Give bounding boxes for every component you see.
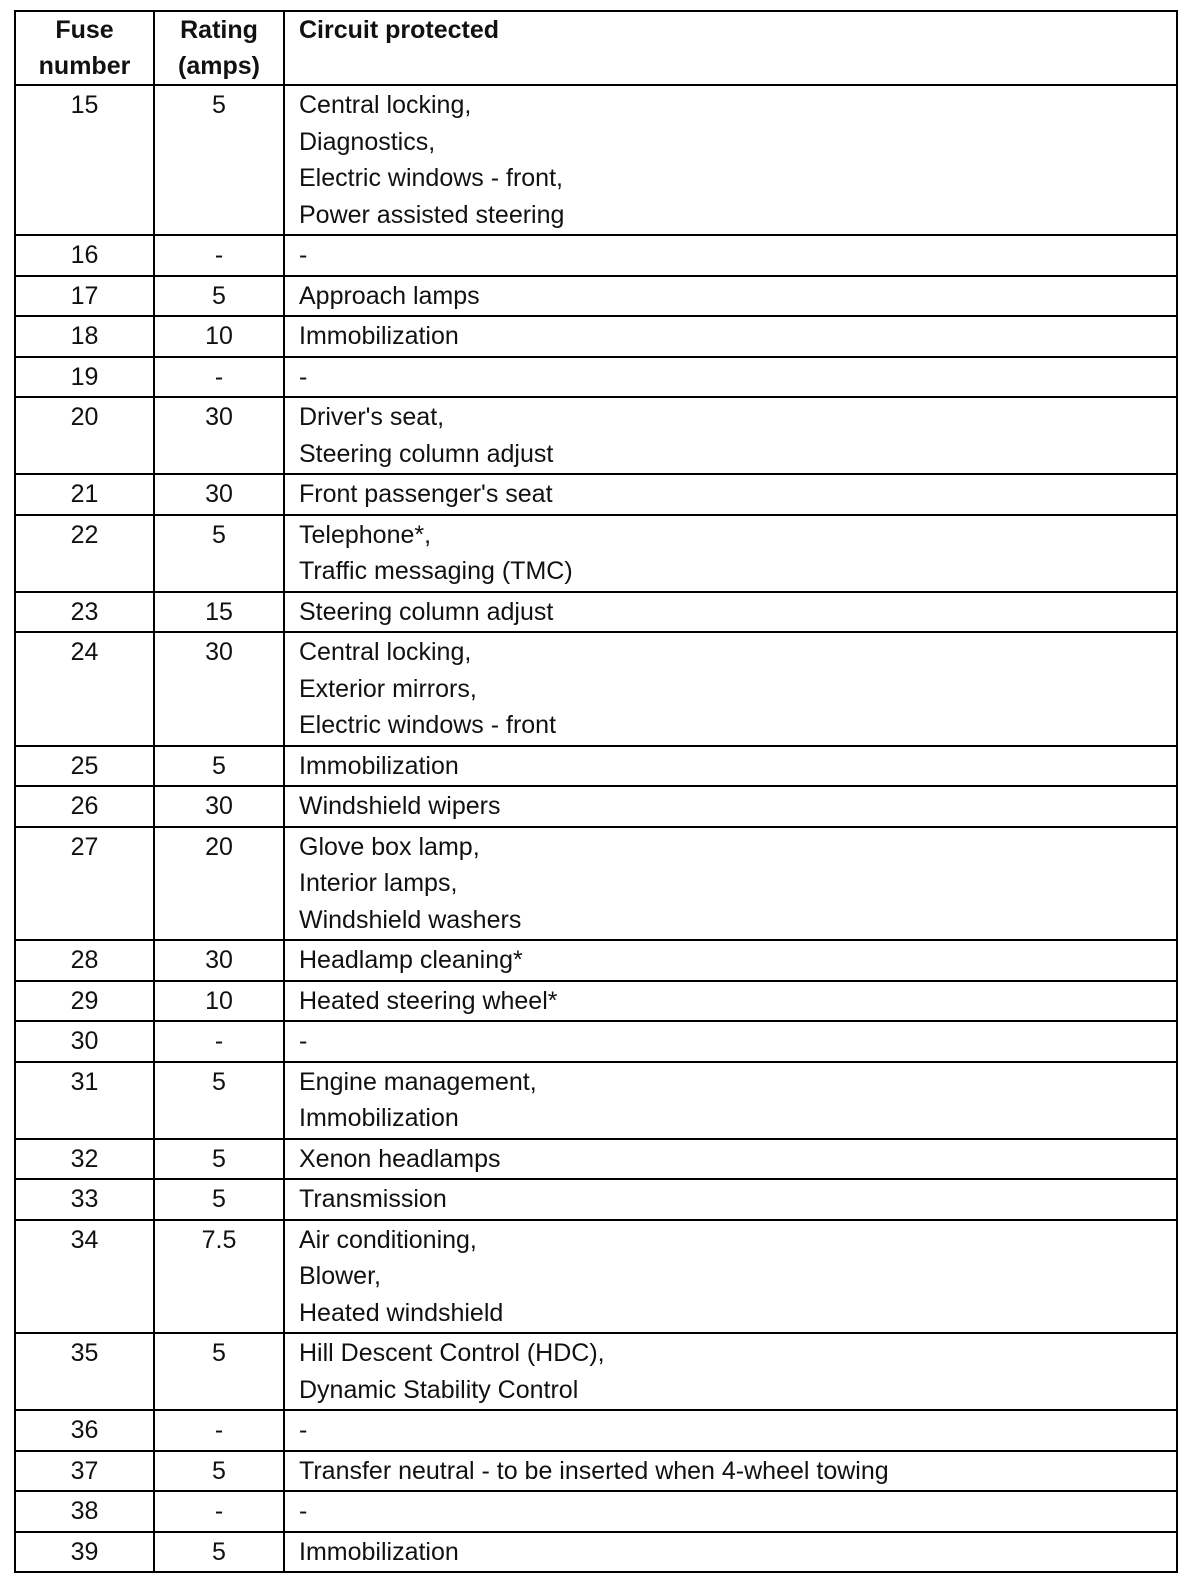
fuse-number-cell: 21 bbox=[15, 474, 154, 515]
rating-cell: 10 bbox=[154, 981, 284, 1022]
fuse-number-cell: 34 bbox=[15, 1220, 154, 1334]
circuit-cell bbox=[284, 515, 1177, 592]
table-row bbox=[15, 357, 1177, 398]
circuit-line: Immobilization bbox=[299, 322, 459, 350]
fuse-number-cell: 33 bbox=[15, 1179, 154, 1220]
header-fuse-number bbox=[15, 11, 154, 85]
circuit-line: Windshield washers bbox=[299, 905, 522, 934]
rating-cell: 5 bbox=[154, 1451, 284, 1492]
fuse-number-cell: 35 bbox=[15, 1333, 154, 1410]
fuse-number-cell: 39 bbox=[15, 1532, 154, 1573]
table-row bbox=[15, 1179, 1177, 1220]
table-header-row bbox=[15, 11, 1177, 85]
circuit-line: Electric windows - front, bbox=[299, 164, 563, 192]
circuit-cell bbox=[284, 786, 1177, 827]
fuse-table bbox=[14, 10, 1178, 1573]
table-row bbox=[15, 940, 1177, 981]
header-fuse-number-line1: Fuse bbox=[55, 16, 114, 44]
table-row bbox=[15, 1062, 1177, 1139]
circuit-line: Steering column adjust bbox=[299, 439, 554, 468]
fuse-number-cell: 30 bbox=[15, 1021, 154, 1062]
circuit-line: - bbox=[299, 1497, 308, 1525]
rating-cell: 7.5 bbox=[154, 1220, 284, 1334]
table-row bbox=[15, 1021, 1177, 1062]
circuit-cell bbox=[284, 981, 1177, 1022]
rating-cell: - bbox=[154, 357, 284, 398]
circuit-cell bbox=[284, 1451, 1177, 1492]
table-row bbox=[15, 1333, 1177, 1410]
circuit-line: Immobilization bbox=[299, 1104, 459, 1132]
circuit-cell bbox=[284, 1179, 1177, 1220]
circuit-cell bbox=[284, 85, 1177, 235]
circuit-cell bbox=[284, 592, 1177, 633]
circuit-line: - bbox=[299, 241, 308, 269]
circuit-line: Blower, bbox=[299, 1262, 381, 1290]
circuit-cell bbox=[284, 397, 1177, 474]
rating-cell: 5 bbox=[154, 1532, 284, 1573]
fuse-number-cell: 38 bbox=[15, 1491, 154, 1532]
fuse-number-cell: 16 bbox=[15, 235, 154, 276]
table-row bbox=[15, 1451, 1177, 1492]
circuit-cell bbox=[284, 1139, 1177, 1180]
rating-cell: 5 bbox=[154, 746, 284, 787]
fuse-number-cell: 27 bbox=[15, 827, 154, 941]
circuit-line: Xenon headlamps bbox=[299, 1144, 501, 1173]
circuit-cell bbox=[284, 827, 1177, 941]
table-row bbox=[15, 235, 1177, 276]
fuse-number-cell: 15 bbox=[15, 85, 154, 235]
circuit-line: Dynamic Stability Control bbox=[299, 1375, 579, 1404]
table-row bbox=[15, 1139, 1177, 1180]
table-row bbox=[15, 1532, 1177, 1573]
rating-cell: 30 bbox=[154, 474, 284, 515]
rating-cell: - bbox=[154, 1021, 284, 1062]
circuit-line: Transmission bbox=[299, 1185, 447, 1213]
circuit-line: Central locking, bbox=[299, 91, 472, 119]
rating-cell: - bbox=[154, 1491, 284, 1532]
rating-cell: 5 bbox=[154, 515, 284, 592]
circuit-cell bbox=[284, 940, 1177, 981]
rating-cell: 5 bbox=[154, 85, 284, 235]
circuit-line: Heated steering wheel* bbox=[299, 986, 558, 1015]
circuit-line: Immobilization bbox=[299, 1537, 459, 1566]
circuit-line: Front passenger's seat bbox=[299, 480, 553, 508]
circuit-line: Heated windshield bbox=[299, 1298, 504, 1327]
circuit-line: Power assisted steering bbox=[299, 200, 565, 229]
rating-cell: 5 bbox=[154, 1179, 284, 1220]
rating-cell: 5 bbox=[154, 1139, 284, 1180]
circuit-cell bbox=[284, 1062, 1177, 1139]
rating-cell: 5 bbox=[154, 1062, 284, 1139]
circuit-line: Central locking, bbox=[299, 638, 472, 666]
circuit-cell bbox=[284, 1220, 1177, 1334]
circuit-cell bbox=[284, 1333, 1177, 1410]
circuit-line: Hill Descent Control (HDC), bbox=[299, 1339, 605, 1367]
circuit-cell bbox=[284, 1491, 1177, 1532]
circuit-line: - bbox=[299, 1027, 308, 1055]
fuse-number-cell: 31 bbox=[15, 1062, 154, 1139]
header-rating-line2: (amps) bbox=[178, 52, 260, 80]
table-row bbox=[15, 592, 1177, 633]
table-row bbox=[15, 276, 1177, 317]
fuse-number-cell: 24 bbox=[15, 632, 154, 746]
fuse-number-cell: 26 bbox=[15, 786, 154, 827]
fuse-number-cell: 23 bbox=[15, 592, 154, 633]
table-body bbox=[15, 85, 1177, 1572]
table-row bbox=[15, 515, 1177, 592]
circuit-cell bbox=[284, 1410, 1177, 1451]
circuit-line: Headlamp cleaning* bbox=[299, 946, 523, 974]
circuit-line: Telephone*, bbox=[299, 520, 432, 549]
circuit-line: Interior lamps, bbox=[299, 869, 458, 897]
rating-cell: 20 bbox=[154, 827, 284, 941]
rating-cell: 30 bbox=[154, 786, 284, 827]
circuit-cell bbox=[284, 316, 1177, 357]
header-rating-line1: Rating bbox=[180, 16, 258, 44]
fuse-number-cell: 36 bbox=[15, 1410, 154, 1451]
circuit-line: Glove box lamp, bbox=[299, 832, 480, 861]
fuse-number-cell: 28 bbox=[15, 940, 154, 981]
circuit-line: Immobilization bbox=[299, 751, 459, 780]
table-row bbox=[15, 316, 1177, 357]
fuse-number-cell: 37 bbox=[15, 1451, 154, 1492]
rating-cell: 5 bbox=[154, 276, 284, 317]
circuit-line: Diagnostics, bbox=[299, 127, 436, 156]
table-row bbox=[15, 397, 1177, 474]
fuse-number-cell: 19 bbox=[15, 357, 154, 398]
rating-cell: 30 bbox=[154, 940, 284, 981]
fuse-number-cell: 25 bbox=[15, 746, 154, 787]
header-circuit-protected: Circuit protected bbox=[284, 11, 1177, 85]
table-row bbox=[15, 981, 1177, 1022]
circuit-cell bbox=[284, 276, 1177, 317]
table-row bbox=[15, 1410, 1177, 1451]
table-row bbox=[15, 474, 1177, 515]
circuit-line: Engine management, bbox=[299, 1067, 537, 1096]
fuse-number-cell: 29 bbox=[15, 981, 154, 1022]
circuit-cell bbox=[284, 1532, 1177, 1573]
circuit-cell bbox=[284, 474, 1177, 515]
circuit-cell bbox=[284, 357, 1177, 398]
fuse-number-cell: 17 bbox=[15, 276, 154, 317]
table-row bbox=[15, 1491, 1177, 1532]
header-fuse-number-line2: number bbox=[38, 52, 131, 80]
circuit-cell bbox=[284, 746, 1177, 787]
circuit-line: Steering column adjust bbox=[299, 597, 554, 626]
table-row bbox=[15, 746, 1177, 787]
rating-cell: 15 bbox=[154, 592, 284, 633]
rating-cell: 10 bbox=[154, 316, 284, 357]
circuit-cell bbox=[284, 1021, 1177, 1062]
circuit-line: Transfer neutral - to be inserted when 4-wheel towing bbox=[299, 1456, 889, 1485]
rating-cell: - bbox=[154, 235, 284, 276]
rating-cell: 30 bbox=[154, 397, 284, 474]
circuit-cell bbox=[284, 632, 1177, 746]
table-row bbox=[15, 827, 1177, 941]
circuit-line: - bbox=[299, 1416, 308, 1444]
fuse-number-cell: 20 bbox=[15, 397, 154, 474]
circuit-line: Windshield wipers bbox=[299, 792, 501, 820]
fuse-number-cell: 22 bbox=[15, 515, 154, 592]
header-rating bbox=[154, 11, 284, 85]
circuit-line: - bbox=[299, 362, 308, 391]
circuit-line: Electric windows - front bbox=[299, 711, 557, 739]
rating-cell: - bbox=[154, 1410, 284, 1451]
circuit-line: Exterior mirrors, bbox=[299, 674, 477, 703]
table-row bbox=[15, 786, 1177, 827]
circuit-line: Air conditioning, bbox=[299, 1225, 477, 1254]
circuit-line: Approach lamps bbox=[299, 281, 480, 310]
table-row bbox=[15, 85, 1177, 235]
rating-cell: 5 bbox=[154, 1333, 284, 1410]
fuse-number-cell: 18 bbox=[15, 316, 154, 357]
circuit-line: Driver's seat, bbox=[299, 403, 445, 431]
table-row bbox=[15, 1220, 1177, 1334]
circuit-line: Traffic messaging (TMC) bbox=[299, 557, 573, 585]
table-row bbox=[15, 632, 1177, 746]
rating-cell: 30 bbox=[154, 632, 284, 746]
fuse-number-cell: 32 bbox=[15, 1139, 154, 1180]
circuit-cell bbox=[284, 235, 1177, 276]
